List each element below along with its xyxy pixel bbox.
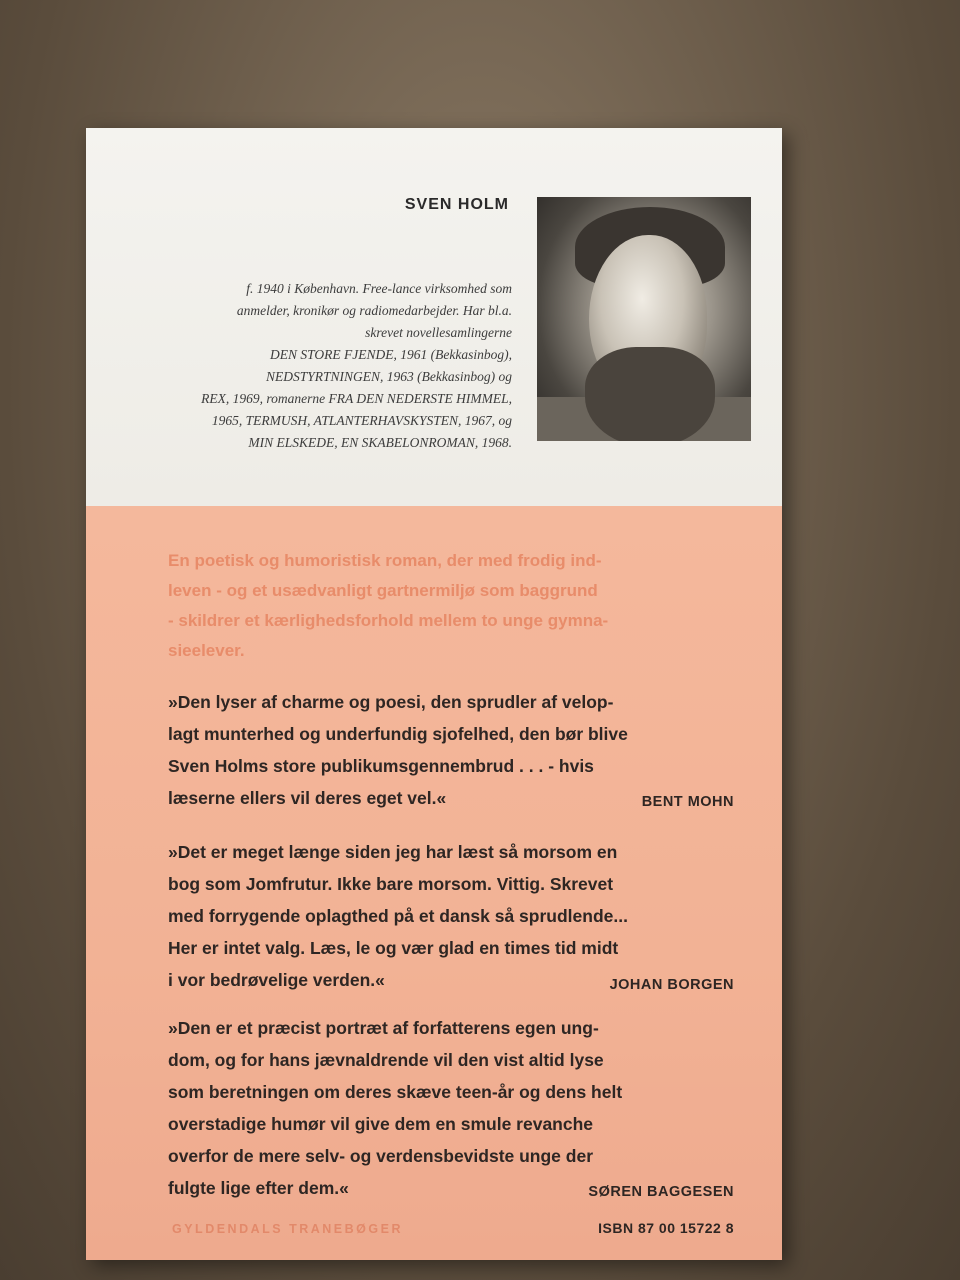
- quote-attribution: SØREN BAGGESEN: [588, 1184, 734, 1200]
- bio-line: DEN STORE FJENDE, 1961 (Bekkasinbog),: [270, 347, 512, 362]
- bio-line: MIN ELSKEDE, EN SKABELONROMAN, 1968.: [248, 435, 512, 450]
- quote-line: overfor de mere selv- og verdensbevidste unge der: [168, 1146, 594, 1166]
- photo-beard: [585, 347, 715, 441]
- quote-line: læserne ellers vil deres eget vel.«: [168, 788, 447, 808]
- bio-line: REX, 1969, romanerne FRA DEN NEDERSTE HIMMEL,: [201, 391, 512, 406]
- bio-line: NEDSTYRTNINGEN, 1963 (Bekkasinbog) og: [266, 369, 512, 384]
- quote-line: fulgte lige efter dem.«: [168, 1178, 349, 1198]
- quote-line: Sven Holms store publikumsgennembrud . . . - hvis: [168, 756, 594, 776]
- cover-top-section: [86, 128, 782, 506]
- bio-line: anmelder, kronikør og radiomedarbejder. Har bl.a.: [236, 303, 512, 318]
- book-back-cover: [86, 128, 782, 1260]
- isbn-number: ISBN 87 00 15722 8: [598, 1220, 734, 1236]
- book-blurb: [168, 546, 748, 666]
- blurb-line: sieelever.: [168, 641, 245, 660]
- publisher-logo-text: GYLDENDALS TRANEBØGER: [172, 1222, 403, 1236]
- quote-line: »Den er et præcist portræt af forfatterens egen ung-: [168, 1018, 599, 1038]
- author-photo: [537, 197, 751, 441]
- quote-line: som beretningen om deres skæve teen-år og dens helt: [168, 1082, 623, 1102]
- quote-attribution: JOHAN BORGEN: [609, 977, 734, 993]
- blurb-line: - skildrer et kærlighedsforhold mellem to unge gymna-: [168, 611, 609, 630]
- bio-line: f. 1940 i København. Free-lance virksomhed som: [246, 281, 512, 296]
- quote-line: »Det er meget længe siden jeg har læst så morsom en: [168, 842, 618, 862]
- bio-line: skrevet novellesamlingerne: [365, 325, 512, 340]
- blurb-line: En poetisk og humoristisk roman, der med frodig ind-: [168, 551, 602, 570]
- quote-line: overstadige humør vil give dem en smule revanche: [168, 1114, 594, 1134]
- quote-line: i vor bedrøvelige verden.«: [168, 970, 385, 990]
- blurb-line: leven - og et usædvanligt gartnermiljø som baggrund: [168, 581, 598, 600]
- review-quote-1: [168, 686, 734, 814]
- author-name: SVEN HOLM: [404, 196, 509, 213]
- quote-attribution: BENT MOHN: [641, 794, 734, 810]
- quote-line: dom, og for hans jævnaldrende vil den vist altid lyse: [168, 1050, 604, 1070]
- quote-line: med forrygende oplagthed på et dansk så sprudlende...: [168, 906, 628, 926]
- cover-bottom-section: [86, 506, 782, 1260]
- quote-line: lagt munterhed og underfundig sjofelhed, den bør blive: [168, 724, 628, 744]
- review-quote-3: [168, 1012, 734, 1204]
- quote-line: Her er intet valg. Læs, le og vær glad en times tid midt: [168, 938, 619, 958]
- quote-line: bog som Jomfrutur. Ikke bare morsom. Vittig. Skrevet: [168, 874, 614, 894]
- author-bio: [194, 278, 512, 454]
- review-quote-2: [168, 836, 734, 996]
- bio-line: 1965, TERMUSH, ATLANTERHAVSKYSTEN, 1967, og: [211, 413, 512, 428]
- quote-line: »Den lyser af charme og poesi, den sprudler af velop-: [168, 692, 614, 712]
